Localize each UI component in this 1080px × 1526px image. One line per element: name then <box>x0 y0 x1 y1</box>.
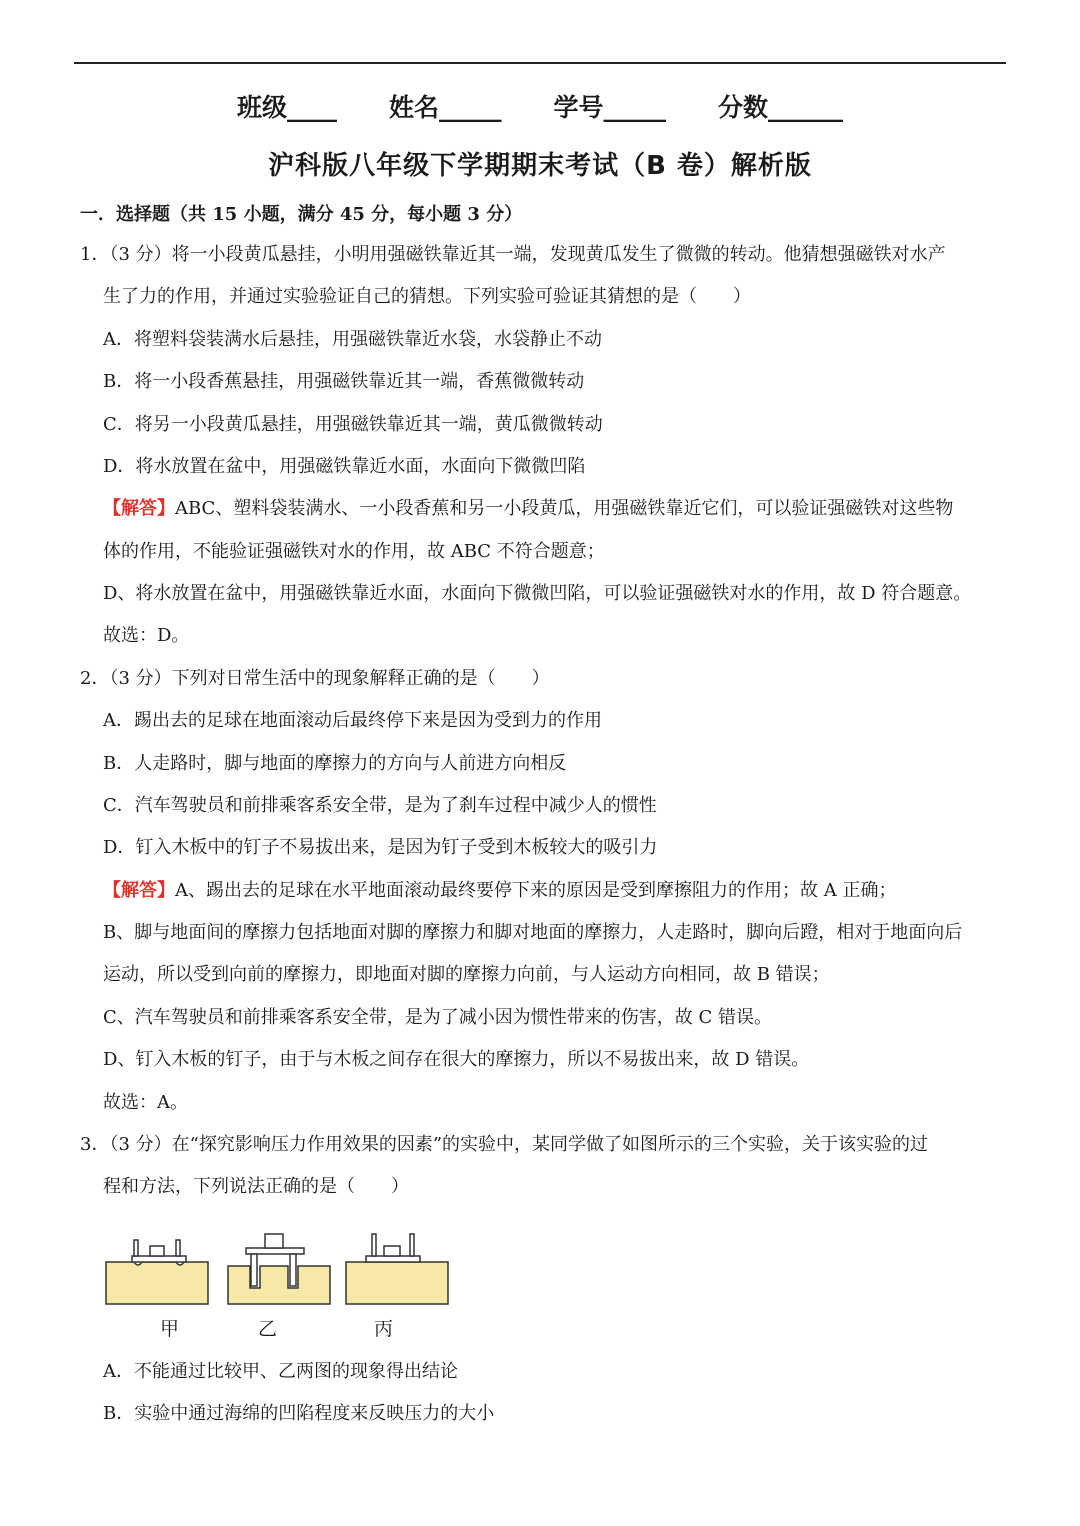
answer-tag: 【解答】 <box>103 880 175 901</box>
q2-option-a: A．踢出去的足球在地面滚动后最终停下来是因为受到力的作用 <box>103 710 602 731</box>
score-field: 分数______ <box>718 93 844 122</box>
q1-answer-text: ABC、塑料袋装满水、一小段香蕉和另一小段黄瓜，用强磁铁靠近它们，可以验证强磁铁对这些物 <box>175 498 954 519</box>
q2-answer-line3: 运动，所以受到向前的摩擦力，即地面对脚的摩擦力向前，与人运动方向相同，故 B 错误； <box>103 964 830 985</box>
q2-stem: 2．（3 分）下列对日常生活中的现象解释正确的是（ ） <box>80 668 550 689</box>
q2-answer-line4: C、汽车驾驶员和前排乘客系安全带，是为了减小因为惯性带来的伤害，故 C 错误。 <box>103 1007 772 1028</box>
q3-option-b: B．实验中通过海绵的凹陷程度来反映压力的大小 <box>103 1403 495 1424</box>
q2-answer-text: A、踢出去的足球在水平地面滚动最终要停下来的原因是受到摩擦阻力的作用；故 A 正确； <box>175 880 897 901</box>
q1-option-b: B．将一小段香蕉悬挂，用强磁铁靠近其一端，香蕉微微转动 <box>103 371 585 392</box>
section-heading: 一．选择题（共 15 小题，满分 45 分，每小题 3 分） <box>80 204 523 225</box>
q1-answer-line1 <box>103 497 953 521</box>
q2-choice: 故选：A。 <box>103 1092 188 1113</box>
figure-label-yi: 乙 <box>258 1318 278 1340</box>
student-id-field: 学号_____ <box>553 93 667 122</box>
figure-label-bing: 丙 <box>374 1318 394 1340</box>
q1-stem-line2: 生了力的作用，并通过实验验证自己的猜想。下列实验可验证其猜想的是（ ） <box>103 286 751 307</box>
top-rule <box>74 62 1006 64</box>
q2-option-d: D．钉入木板中的钉子不易拔出来，是因为钉子受到木板较大的吸引力 <box>103 837 658 858</box>
q2-answer-line1 <box>103 879 896 903</box>
experiment-bing-diagram <box>346 1234 448 1304</box>
q1-choice: 故选：D。 <box>103 625 190 646</box>
exam-title: 沪科版八年级下学期期末考试（B 卷）解析版 <box>268 151 812 181</box>
q2-option-b: B．人走路时，脚与地面的摩擦力的方向与人前进方向相反 <box>103 753 567 774</box>
figure-label-jia: 甲 <box>160 1318 180 1340</box>
q1-option-a: A．将塑料袋装满水后悬挂，用强磁铁靠近水袋，水袋静止不动 <box>103 329 602 350</box>
name-field: 姓名_____ <box>388 93 502 122</box>
q1-option-c: C．将另一小段黄瓜悬挂，用强磁铁靠近其一端，黄瓜微微转动 <box>103 414 603 435</box>
experiment-jia-diagram <box>106 1240 208 1304</box>
q2-answer-line5: D、钉入木板的钉子，由于与木板之间存在很大的摩擦力，所以不易拔出来，故 D 错误。 <box>103 1049 810 1070</box>
q1-answer-line3: D、将水放置在盆中，用强磁铁靠近水面，水面向下微微凹陷，可以验证强磁铁对水的作用，故 D 符合题意。 <box>103 583 972 604</box>
q1-answer-line2: 体的作用，不能验证强磁铁对水的作用，故 ABC 不符合题意； <box>103 541 605 562</box>
sponge-experiment-figure <box>104 1232 454 1342</box>
q1-option-d: D．将水放置在盆中，用强磁铁靠近水面，水面向下微微凹陷 <box>103 456 586 477</box>
class-field: 班级____ <box>236 93 337 122</box>
q2-option-c: C．汽车驾驶员和前排乘客系安全带，是为了刹车过程中减少人的惯性 <box>103 795 657 816</box>
q3-stem-line2: 程和方法，下列说法正确的是（ ） <box>103 1176 409 1197</box>
q1-stem-line1: 1．（3 分）将一小段黄瓜悬挂，小明用强磁铁靠近其一端，发现黄瓜发生了微微的转动。他猜想强磁铁对水产 <box>80 244 946 265</box>
answer-tag: 【解答】 <box>103 498 175 519</box>
q2-answer-line2: B、脚与地面间的摩擦力包括地面对脚的摩擦力和脚对地面的摩擦力，人走路时，脚向后蹬，相对于地面向后 <box>103 922 963 943</box>
q3-option-a: A．不能通过比较甲、乙两图的现象得出结论 <box>103 1361 458 1382</box>
experiment-yi-diagram <box>228 1234 330 1304</box>
student-info-row <box>0 88 1080 124</box>
q3-stem-line1: 3．（3 分）在“探究影响压力作用效果的因素”的实验中，某同学做了如图所示的三个实验，关于该实验的过 <box>80 1134 929 1155</box>
